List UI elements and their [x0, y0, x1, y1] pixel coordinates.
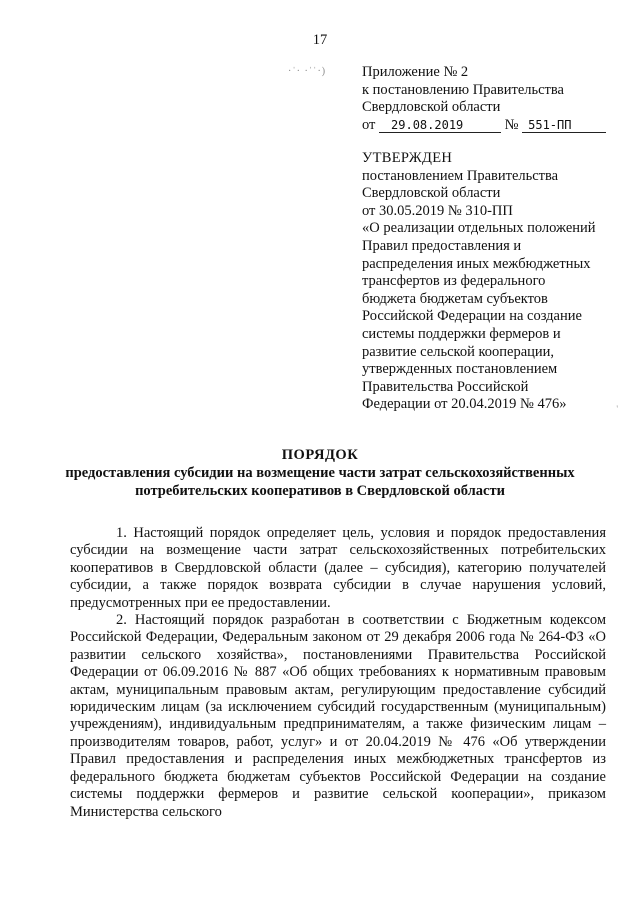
approved-line: Правил предоставления и	[362, 237, 522, 254]
appendix-date-row	[362, 117, 622, 135]
approved-line: системы поддержки фермеров и	[362, 325, 561, 342]
approved-line: утвержденных постановлением	[362, 361, 558, 378]
appendix-line: Приложение № 2	[362, 64, 469, 80]
document-title	[40, 446, 600, 500]
appendix-line: к постановлению Правительства	[362, 81, 564, 98]
approved-block	[362, 150, 624, 414]
title-line: потребительских кооперативов в Свердловской области	[135, 483, 505, 499]
number-field: 551-ПП	[522, 118, 606, 133]
approved-line: от 30.05.2019 № 310-ПП	[362, 202, 513, 219]
approved-line: Российской Федерации на создание	[362, 308, 582, 325]
document-body	[70, 525, 606, 821]
margin-mark: '	[616, 404, 618, 414]
approved-line: Правительства Российской	[362, 378, 529, 395]
appendix-line: Свердловской области	[362, 99, 501, 116]
approved-line: «О реализации отдельных положений	[362, 220, 596, 237]
approved-line: Федерации от 20.04.2019 № 476»	[362, 396, 567, 413]
page-number: 17	[312, 32, 328, 48]
faint-mark: ·ˈ· ·ˈˈ·)	[288, 66, 327, 77]
number-prefix: №	[504, 116, 519, 133]
approved-line: бюджета бюджетам субъектов	[362, 290, 548, 307]
date-field: 29.08.2019	[379, 118, 501, 133]
approved-line: распределения иных межбюджетных	[362, 255, 591, 272]
approved-line: Свердловской области	[362, 185, 501, 202]
paragraph: 2. Настоящий порядок разработан в соответствии с Бюджетным кодексом Российской Федерации, Федеральным законом от 29 декабря 2006 года № 264-ФЗ «О развитии сельского хозяйства», постановлениями Правительства Российской Федерации от 06.09.2016 № 887 «Об общих требованиях к нормативным правовым актам, муниципальным правовым актам, регулирующим предоставление субсидий юридическим лицам (за исключением субсидий государственным (муниципальным) учреждениям), индивидуальным предпринимателям, а также физическим лицам – производителям товаров, работ, услуг» и от 20.04.2019 № 476 «Об утверждении Правил предоставления и распределения иных межбюджетных трансфертов из федерального бюджета бюджетам субъектов Российской Федерации на создание системы поддержки фермеров и развитие сельской кооперации», приказом Министерства сельского	[70, 612, 606, 820]
title-line: предоставления субсидии на возмещение части затрат сельскохозяйственных	[65, 465, 575, 481]
date-prefix: от	[362, 116, 376, 133]
approved-line: постановлением Правительства	[362, 167, 559, 184]
title-heading: ПОРЯДОК	[281, 447, 359, 463]
appendix-block	[362, 64, 622, 134]
paragraph: 1. Настоящий порядок определяет цель, условия и порядок предоставления субсидии на возмещение части затрат сельскохозяйственных потребительских кооперативов в Свердловской области (далее – субсидия), категорию получателей субсидии, а также порядок возврата субсидии в случае нарушения условий, предусмотренных при ее предоставлении.	[70, 525, 606, 611]
approved-line: развитие сельской кооперации,	[362, 343, 555, 360]
approved-heading: УТВЕРЖДЕН	[362, 150, 453, 166]
approved-line: трансфертов из федерального	[362, 273, 546, 290]
